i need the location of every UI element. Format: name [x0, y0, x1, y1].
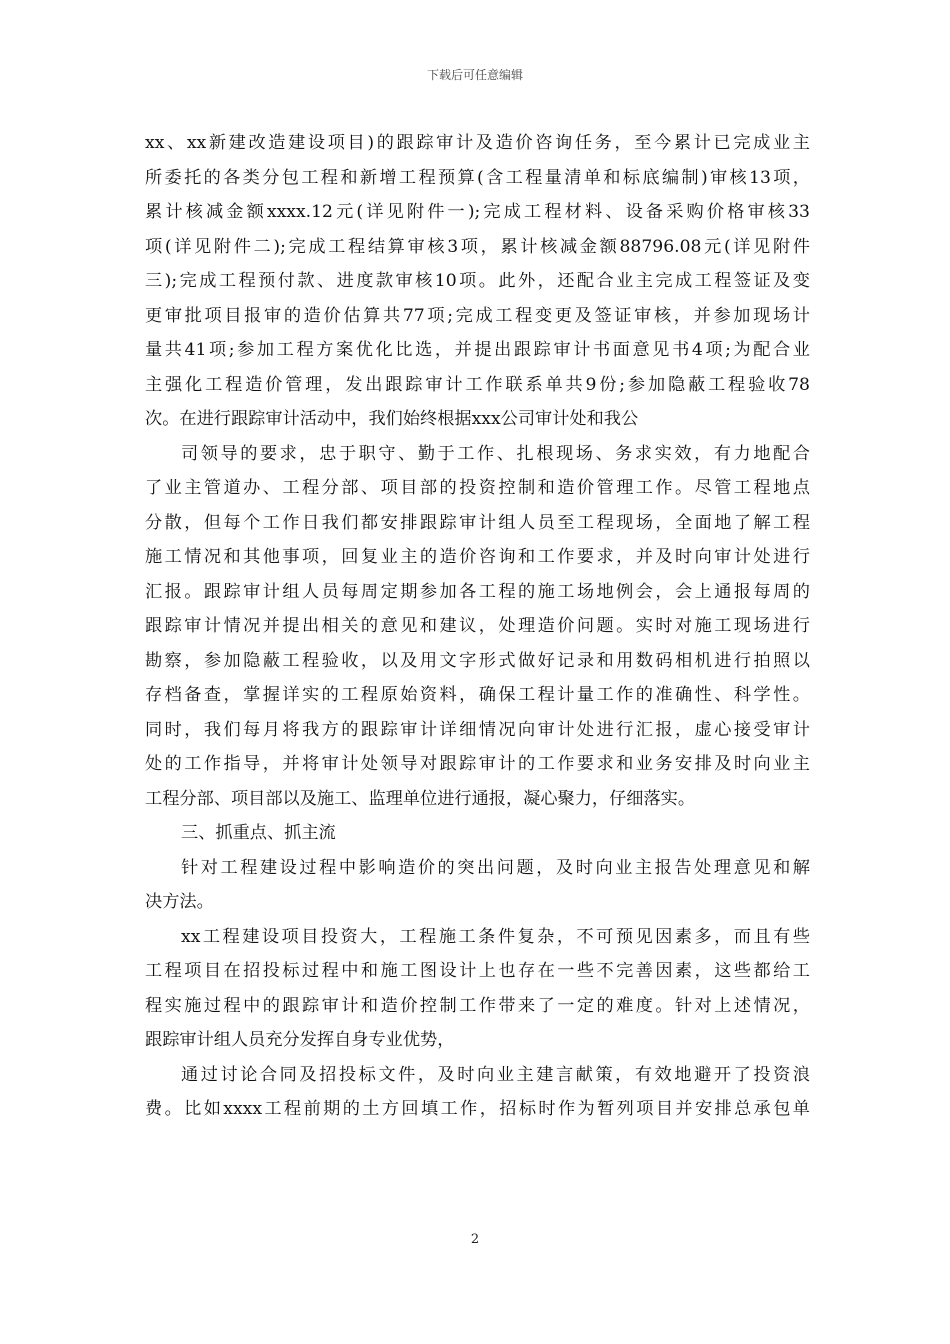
text-line: 次。在进行跟踪审计活动中，我们始终根据xxx公司审计处和我公 — [145, 409, 639, 429]
text-line: 跟踪审计组人员充分发挥自身专业优势， — [145, 1030, 455, 1050]
text-line: 了业主管道办、工程分部、项目部的投资控制和造价管理工作。尽管工程地点 — [145, 478, 810, 498]
text-line: 工程分部、项目部以及施工、监理单位进行通报，凝心聚力，仔细落实。 — [145, 788, 696, 809]
text-line: 累计核减金额xxxx.12元(详见附件一);完成工程材料、设备采购价格审核33 — [145, 202, 810, 222]
text-line: 主强化工程造价管理，发出跟踪审计工作联系单共9份;参加隐蔽工程验收78 — [145, 374, 810, 395]
text-line: 程实施过程中的跟踪审计和造价控制工作带来了一定的难度。针对上述情况， — [145, 995, 810, 1016]
text-line: 费。比如xxxx工程前期的土方回填工作，招标时作为暂列项目并安排总承包单 — [145, 1099, 810, 1119]
text-line: 量共41项;参加工程方案优化比选，并提出跟踪审计书面意见书4项;为配合业 — [145, 340, 810, 360]
text-line: 同时，我们每月将我方的跟踪审计详细情况向审计处进行汇报，虚心接受审计 — [145, 719, 810, 740]
text-line: 通过讨论合同及招投标文件，及时向业主建言献策，有效地避开了投资浪 — [181, 1064, 810, 1085]
text-line: 勘察，参加隐蔽工程验收，以及用文字形式做好记录和用数码相机进行拍照以 — [145, 650, 810, 671]
text-line: 分散，但每个工作日我们都安排跟踪审计组人员至工程现场，全面地了解工程 — [145, 512, 810, 533]
text-line: 工程项目在招投标过程中和施工图设计上也存在一些不完善因素，这些都给工 — [145, 961, 810, 981]
text-line: 所委托的各类分包工程和新增工程预算(含工程量清单和标底编制)审核13项， — [145, 167, 810, 188]
text-line: 跟踪审计情况并提出相关的意见和建议，处理造价问题。实时对施工现场进行 — [145, 616, 810, 636]
text-line: xx工程建设项目投资大，工程施工条件复杂，不可预见因素多，而且有些 — [181, 926, 810, 947]
text-line: 三);完成工程预付款、进度款审核10项。此外，还配合业主完成工程签证及变 — [145, 271, 810, 291]
text-line: 施工情况和其他事项，回复业主的造价咨询和工作要求，并及时向审计处进行 — [145, 547, 810, 567]
text-line: 更审批项目报审的造价估算共77项;完成工程变更及签证审核，并参加现场计 — [145, 305, 810, 326]
text-line: 司领导的要求，忠于职守、勤于工作、扎根现场、务求实效，有力地配合 — [181, 443, 810, 464]
page-number: 2 — [470, 1232, 480, 1247]
text-line: 决方法。 — [145, 892, 214, 912]
text-line: 存档备查，掌握详实的工程原始资料，确保工程计量工作的准确性、科学性。 — [145, 685, 810, 705]
page-header: 下载后可任意编辑 — [426, 68, 523, 82]
text-line: xx、xx新建改造建设项目)的跟踪审计及造价咨询任务，至今累计已完成业主 — [145, 133, 810, 153]
text-line: 汇报。跟踪审计组人员每周定期参加各工程的施工场地例会，会上通报每周的 — [145, 581, 810, 602]
text-line: 项(详见附件二);完成工程结算审核3项，累计核减金额88796.08元(详见附件 — [145, 236, 810, 257]
text-line: 处的工作指导，并将审计处领导对跟踪审计的工作要求和业务安排及时向业主 — [145, 754, 810, 774]
document-body — [145, 126, 810, 1127]
text-line: 针对工程建设过程中影响造价的突出问题，及时向业主报告处理意见和解 — [181, 857, 810, 878]
text-line: 三、抓重点、抓主流 — [181, 823, 336, 843]
